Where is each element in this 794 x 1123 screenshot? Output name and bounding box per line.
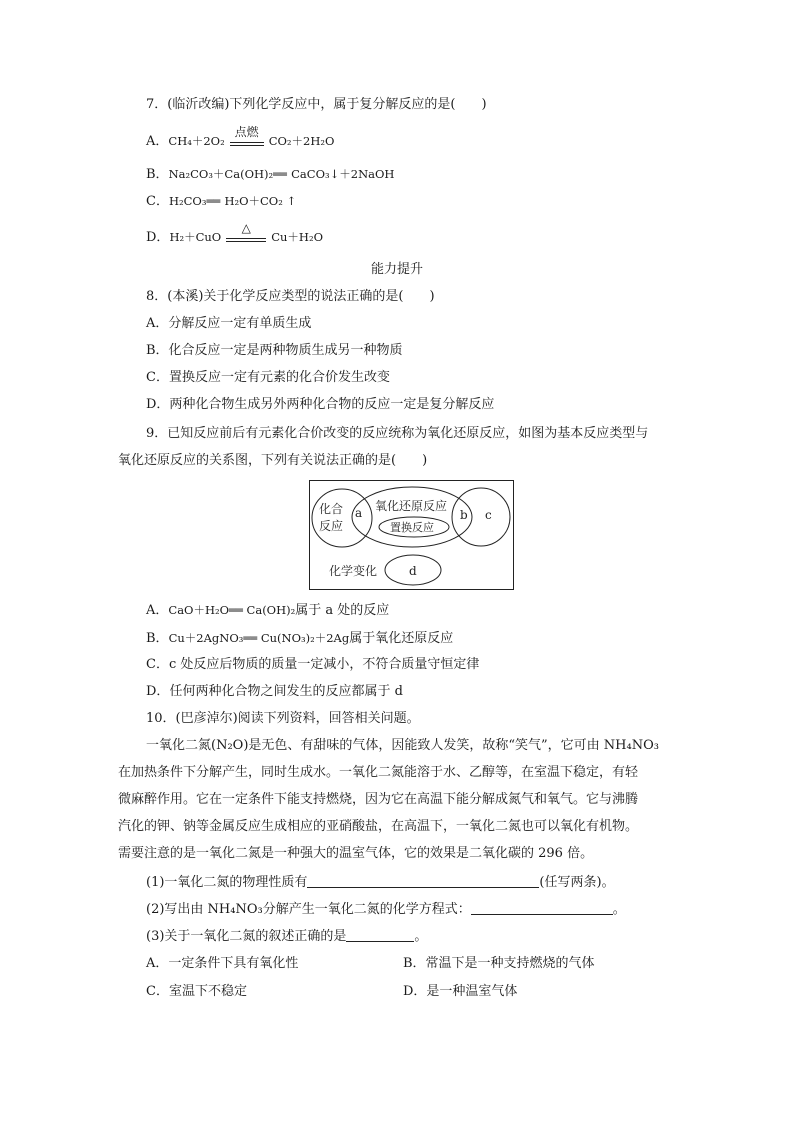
- q7-c-label: C．: [146, 194, 169, 209]
- q9-option-c: [146, 655, 479, 675]
- q10-sub1-pre: (1)一氧化二氮的物理性质有: [146, 875, 308, 890]
- label-c: c: [485, 508, 492, 522]
- q10-choice-a: A．一定条件下具有氧化性: [146, 956, 299, 971]
- q9-d-tail: 任何两种化合物之间发生的反应都属于 d: [169, 684, 403, 699]
- q7-stem: 7．(临沂改编)下列化学反应中，属于复分解反应的是( ): [146, 97, 487, 112]
- q7-a-rhs: CO₂＋2H₂O: [268, 134, 335, 148]
- q7-option-d: [146, 220, 323, 248]
- q10-choice-b: B．常温下是一种支持燃烧的气体: [403, 956, 595, 971]
- q7-c-lhs: H₂CO₃: [168, 194, 207, 208]
- q9-option-a: [146, 600, 389, 621]
- combination-label-2: 反应: [319, 519, 344, 533]
- q10-sub2-blank[interactable]: [471, 900, 613, 915]
- q10-sub3: [146, 927, 427, 947]
- q7-c-sym: ══: [206, 194, 221, 208]
- q10-choice-d: D．是一种温室气体: [403, 984, 518, 999]
- q8-option-a: A．分解反应一定有单质生成: [146, 316, 312, 331]
- q9-stem-line2: 氧化还原反应的关系图，下列有关说法正确的是( ): [118, 453, 428, 468]
- q10-sub1: [146, 873, 615, 893]
- q8-option-d: D．两种化合物生成另外两种化合物的反应一定是复分解反应: [146, 397, 495, 412]
- q9-a-eq: CaO＋H₂O══ Ca(OH)₂: [168, 603, 296, 617]
- q7-a-eqsign: [228, 124, 266, 150]
- q7-option-b: [146, 164, 394, 185]
- q7-b-label: B．: [146, 167, 169, 182]
- q10-stem: 10．(巴彦淖尔)阅读下列资料，回答相关问题。: [146, 711, 420, 726]
- q7-d-lhs: H₂＋CuO: [169, 230, 222, 244]
- q7-b-sym: ══: [273, 167, 287, 181]
- q7-c-rhs: H₂O＋CO₂ ↑: [224, 194, 297, 208]
- q9-a-tail: 属于 a 处的反应: [295, 603, 390, 618]
- q9-a-label: A．: [146, 603, 169, 618]
- q9-option-b: [146, 628, 453, 649]
- q8-option-b: B．化合反应一定是两种物质生成另一种物质: [146, 343, 403, 358]
- q7-b-lhs: Na₂CO₃＋Ca(OH)₂: [168, 167, 274, 181]
- q10-sub3-pre: (3)关于一氧化二氮的叙述正确的是: [146, 929, 347, 944]
- q10-sub1-post: (任写两条)。: [539, 875, 615, 890]
- q7-option-c: [146, 191, 296, 212]
- q10-choice-c: C．室温下不稳定: [146, 984, 247, 999]
- label-b: b: [460, 508, 468, 522]
- redox-label: 氧化还原反应: [375, 499, 448, 513]
- q9-c-tail: c 处反应后物质的质量一定减小，不符合质量守恒定律: [168, 657, 480, 672]
- q9-b-label: B．: [146, 631, 169, 646]
- q9-option-d: [146, 682, 403, 702]
- combination-ellipse: [312, 489, 372, 547]
- section-title: 能力提升: [370, 262, 423, 277]
- q9-b-eq: Cu＋2AgNO₃══ Cu(NO₃)₂＋2Ag: [168, 631, 350, 645]
- q7-b-rhs: CaCO₃↓＋2NaOH: [291, 167, 395, 181]
- q7-a-label: A．: [146, 134, 169, 149]
- q7-option-a: [146, 124, 335, 152]
- q7-d-rhs: Cu＋H₂O: [271, 230, 323, 244]
- q10-passage-line1: 一氧化二氮(N₂O)是无色、有甜味的气体，因能致人发笑，故称“笑气”，它可由 NH₄NO₃: [146, 738, 659, 753]
- q10-passage-line2: 在加热条件下分解产生，同时生成水。一氧化二氮能溶于水、乙醇等，在室温下稳定，有轻: [118, 765, 639, 780]
- q10-passage-line4: 汽化的钾、钠等金属反应生成相应的亚硝酸盐，在高温下，一氧化二氮也可以氧化有机物。: [118, 819, 639, 834]
- q7-d-cond: △: [241, 220, 251, 235]
- q7-d-eqsign: [224, 220, 268, 246]
- q10-sub2-pre: (2)写出由 NH₄NO₃分解产生一氧化二氮的化学方程式：: [146, 902, 471, 917]
- q9-d-label: D．: [146, 684, 170, 699]
- q10-passage-line5: 需要注意的是一氧化二氮是一种强大的温室气体，它的效果是二氧化碳的 296 倍。: [118, 846, 594, 861]
- reaction-type-diagram: [309, 480, 514, 590]
- q10-sub3-blank[interactable]: [346, 927, 414, 942]
- chem-change-label: 化学变化: [329, 564, 378, 578]
- q10-passage-line3: 微麻醉作用。它在一定条件下能支持燃烧，因为它在高温下能分解成氮气和氧气。它与沸腾: [118, 792, 639, 807]
- q9-stem-line1: 9．已知反应前后有元素化合价改变的反应统称为氧化还原反应，如图为基本反应类型与: [146, 426, 649, 441]
- label-a: a: [355, 506, 363, 520]
- q10-sub2-post: 。: [612, 902, 626, 917]
- q9-b-tail: 属于氧化还原反应: [349, 631, 454, 646]
- q9-c-label: C．: [146, 657, 169, 672]
- displacement-label: 置换反应: [390, 521, 434, 534]
- q7-a-lhs: CH₄＋2O₂: [168, 134, 225, 148]
- q10-sub3-post: 。: [414, 929, 428, 944]
- q7-d-label: D．: [146, 230, 170, 245]
- q10-sub1-blank[interactable]: [307, 873, 539, 888]
- combination-label-1: 化合: [319, 502, 344, 516]
- label-d: d: [409, 564, 417, 578]
- q8-option-c: C．置换反应一定有元素的化合价发生改变: [146, 370, 390, 385]
- q7-a-cond: 点燃: [234, 124, 259, 139]
- q8-stem: 8．(本溪)关于化学反应类型的说法正确的是( ): [146, 289, 435, 304]
- q10-sub2: [146, 900, 626, 920]
